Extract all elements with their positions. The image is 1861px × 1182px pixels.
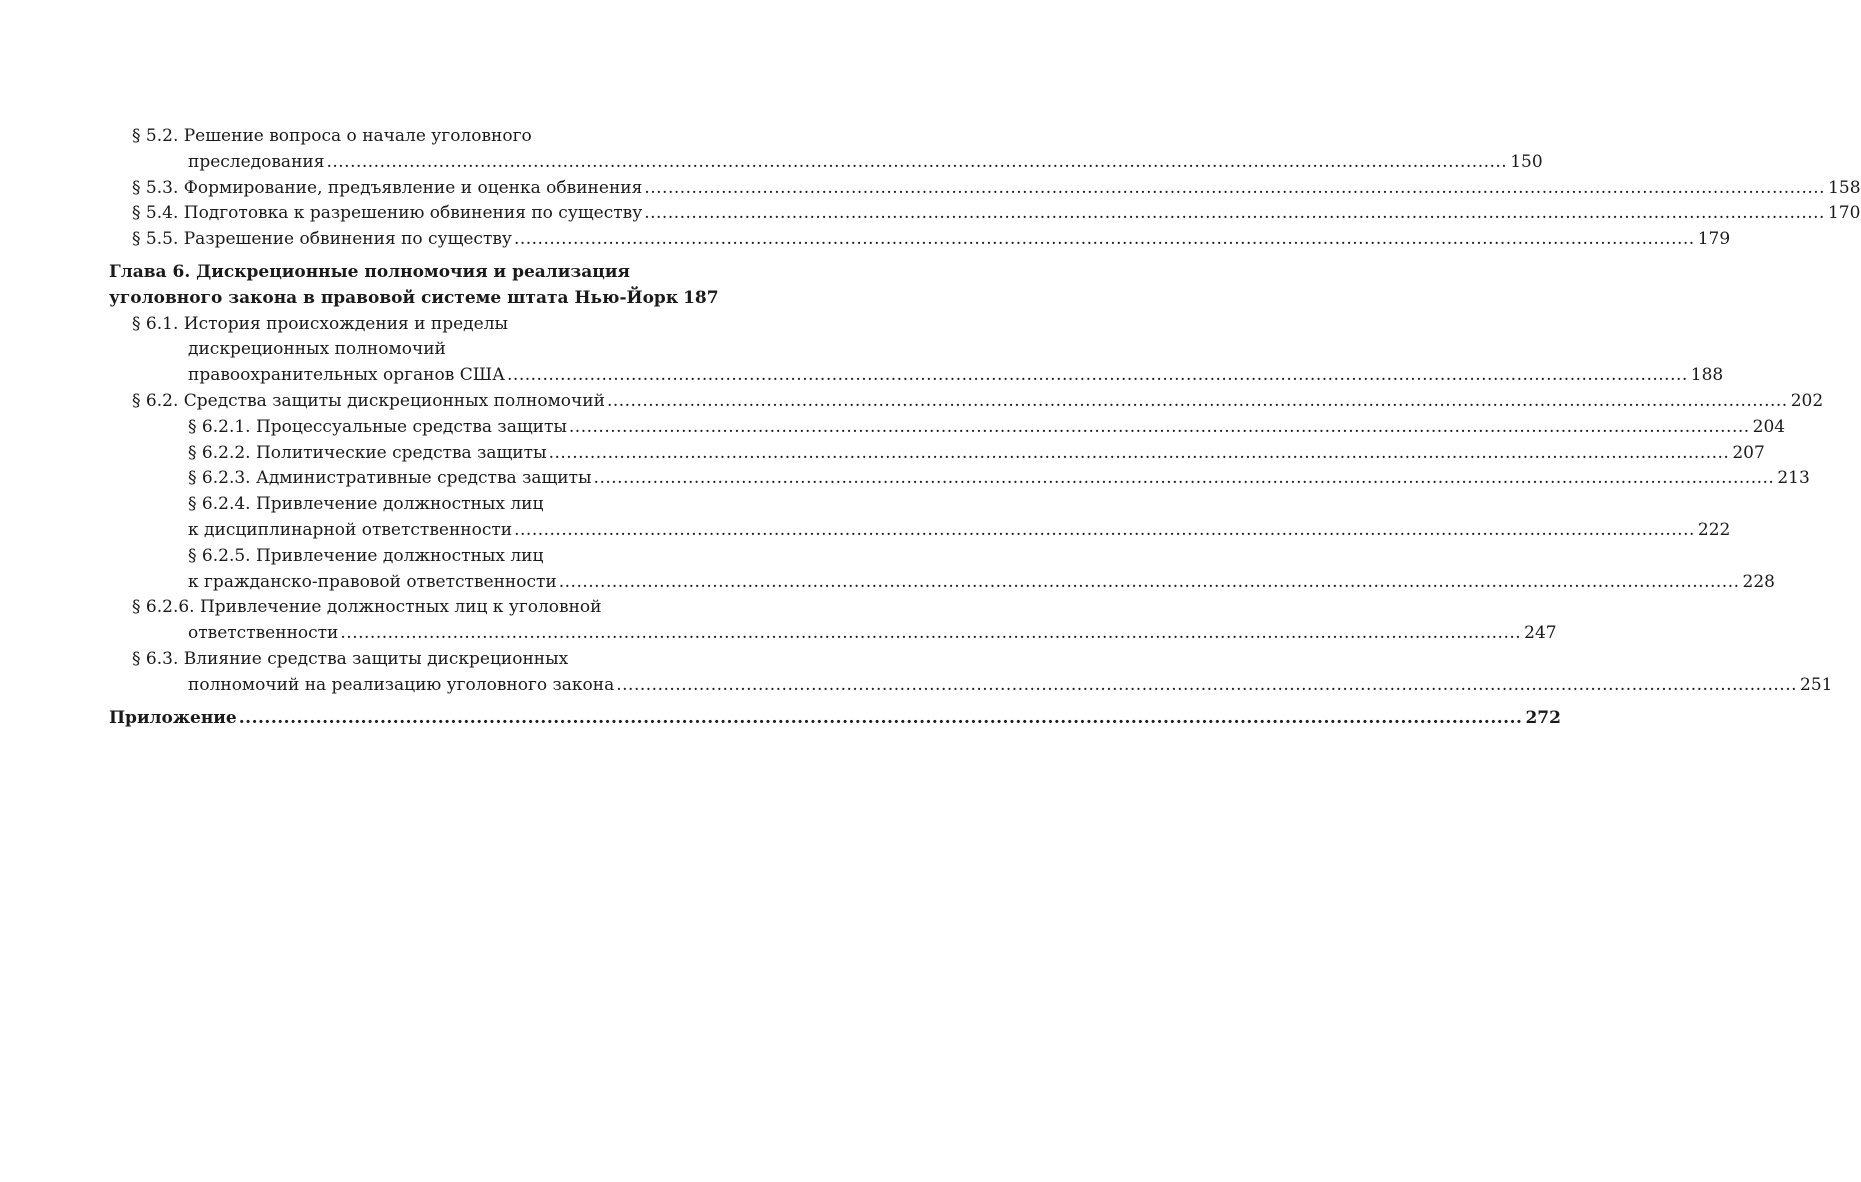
toc-page-number: 213 bbox=[1777, 468, 1810, 489]
toc-page-number: 207 bbox=[1732, 442, 1765, 463]
toc-section-entry[interactable] bbox=[109, 201, 1861, 227]
dot-leader: ........................................................................................................................................................................................................ bbox=[507, 365, 1688, 386]
toc-entry-title: к дисциплинарной ответственности bbox=[188, 519, 513, 540]
toc-entry-title: § 6.2. Средства защиты дискреционных полномочий bbox=[132, 390, 605, 411]
toc-entry-title: § 5.3. Формирование, предъявление и оценка обвинения bbox=[132, 177, 643, 198]
dot-leader: ........................................................................................................................................................................................................ bbox=[644, 177, 1826, 198]
toc-entry-title: § 6.2.1. Процессуальные средства защиты bbox=[188, 416, 567, 437]
toc-page-number: 247 bbox=[1524, 623, 1557, 644]
toc-entry-title: ответственности bbox=[188, 623, 339, 644]
dot-leader: ........................................................................................................................................................................................................ bbox=[558, 571, 1740, 592]
dot-leader: ........................................................................................................................................................................................................ bbox=[548, 442, 1730, 463]
toc-section-entry[interactable] bbox=[109, 647, 1833, 699]
toc-page-number: 179 bbox=[1697, 229, 1731, 250]
toc-page-number: 150 bbox=[1510, 151, 1543, 172]
dot-leader: ........................................................................................................................................................................................................ bbox=[514, 519, 1695, 540]
toc-entry-title: § 6.2.5. Привлечение должностных лиц bbox=[188, 545, 544, 566]
dot-leader: ........................................................................................................................................................................................................ bbox=[616, 674, 1798, 695]
toc-section-entry[interactable] bbox=[109, 441, 1765, 467]
table-of-contents bbox=[109, 124, 1861, 731]
toc-entry-title: § 6.1. История происхождения и пределы bbox=[132, 313, 509, 334]
toc-entry-title: Приложение bbox=[109, 707, 237, 728]
toc-page-number: 187 bbox=[683, 287, 719, 308]
toc-entry-title: § 6.2.6. Привлечение должностных лиц к уголовной bbox=[132, 597, 602, 618]
toc-entry-title: полномочий на реализацию уголовного закона bbox=[188, 674, 615, 695]
dot-leader: ........................................................................................................................................................................................................ bbox=[568, 416, 1750, 437]
toc-section-entry[interactable] bbox=[109, 227, 1731, 253]
toc-page-number: 251 bbox=[1800, 674, 1833, 695]
toc-page-number: 202 bbox=[1790, 390, 1824, 411]
toc-entry-title: к гражданско-правовой ответственности bbox=[188, 571, 557, 592]
dot-leader: ........................................................................................................................................................................................................ bbox=[593, 468, 1775, 489]
toc-section-entry[interactable] bbox=[109, 176, 1861, 202]
toc-page-number: 170 bbox=[1827, 203, 1861, 224]
toc-chapter-entry[interactable] bbox=[109, 260, 717, 312]
toc-entry-title: § 6.2.3. Административные средства защиты bbox=[188, 468, 592, 489]
toc-entry-title: уголовного закона в правовой системе штата Нью-Йорк bbox=[109, 287, 679, 308]
toc-entry-title: § 6.2.4. Привлечение должностных лиц bbox=[188, 494, 544, 515]
toc-chapter-entry[interactable] bbox=[109, 706, 1561, 732]
toc-page-number: 204 bbox=[1752, 416, 1786, 437]
dot-leader: ........................................................................................................................................................................................................ bbox=[326, 151, 1508, 172]
dot-leader: ........................................................................................................................................................................................................ bbox=[644, 203, 1825, 224]
toc-section-entry[interactable] bbox=[109, 389, 1824, 415]
dot-leader: ........................................................................................................................................................................................................ bbox=[340, 623, 1522, 644]
dot-leader: ........................................................................................................................................................................................................ bbox=[606, 390, 1788, 411]
toc-page-number: 222 bbox=[1697, 519, 1731, 540]
toc-entry-title: § 5.5. Разрешение обвинения по существу bbox=[132, 229, 512, 250]
toc-page-number: 158 bbox=[1828, 177, 1861, 198]
toc-entry-title: преследования bbox=[188, 151, 325, 172]
toc-section-entry[interactable] bbox=[109, 544, 1775, 596]
dot-leader: ........................................................................................................................................................................................................ bbox=[238, 707, 1523, 728]
toc-entry-title: дискреционных полномочий bbox=[188, 339, 446, 360]
toc-section-entry[interactable] bbox=[109, 415, 1786, 441]
toc-section-entry[interactable] bbox=[109, 124, 1543, 176]
toc-page-number: 188 bbox=[1690, 365, 1724, 386]
toc-entry-title: § 6.2.2. Политические средства защиты bbox=[188, 442, 547, 463]
toc-entry-title: § 5.4. Подготовка к разрешению обвинения по существу bbox=[132, 203, 643, 224]
toc-entry-title: Глава 6. Дискреционные полномочия и реализация bbox=[109, 261, 630, 282]
toc-page-number: 272 bbox=[1525, 707, 1561, 728]
toc-entry-title: § 5.2. Решение вопроса о начале уголовного bbox=[132, 126, 532, 146]
toc-section-entry[interactable] bbox=[109, 595, 1557, 647]
dot-leader: ........................................................................................................................................................................................................ bbox=[513, 229, 1695, 250]
toc-section-entry[interactable] bbox=[109, 492, 1731, 544]
toc-section-entry[interactable] bbox=[109, 466, 1810, 492]
toc-section-entry[interactable] bbox=[109, 312, 1724, 389]
toc-page-number: 228 bbox=[1742, 571, 1775, 592]
toc-entry-title: правоохранительных органов США bbox=[188, 365, 506, 386]
toc-entry-title: § 6.3. Влияние средства защиты дискреционных bbox=[132, 648, 569, 669]
